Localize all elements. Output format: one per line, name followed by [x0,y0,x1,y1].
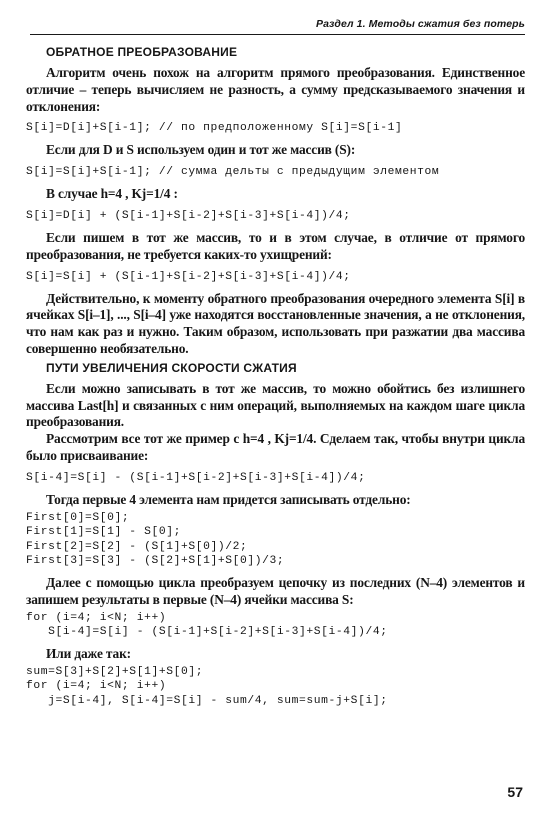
code-line-1: S[i]=D[i]+S[i-1]; // по предположенному S[i]=S[i-1] [26,122,403,135]
page-number: 57 [507,784,523,800]
code-block-loop: for (i=4; i<N; i++) S[i-4]=S[i] - (S[i-1]+S[i-2]+S[i-3]+S[i-4])/4; [26,611,388,639]
paragraph-4: Если пишем в тот же массив, то и в этом случае, в отличие от прямого преобразования, не требуется каких-то ухищрений: [26,229,525,262]
page-content [26,44,525,714]
running-header: Раздел 1. Методы сжатия без потерь [30,14,525,35]
paragraph-5: Действительно, к моменту обратного преобразования очередного элемента S[i] в ячейках S[i–1], ..., S[i–4] уже находятся восстановленные значения, а не отклонения, что нам как раз и нужно. Таким образом, использовать при разжатии два массива совершенно необязательно. [26,290,525,356]
paragraph-7: Рассмотрим все тот же пример с h=4 , Kj=1/4. Сделаем так, чтобы внутри цикла было присваивание: [26,431,525,463]
code-block-sum-loop: sum=S[3]+S[2]+S[1]+S[0]; for (i=4; i<N; i++) j=S[i-4], S[i-4]=S[i] - sum/4, sum=sum-j+S[i]; [26,665,388,707]
section-title-inverse: ОБРАТНОЕ ПРЕОБРАЗОВАНИЕ [46,45,238,59]
paragraph-8: Тогда первые 4 элемента нам придется записывать отдельно: [46,491,411,507]
code-line-5: S[i-4]=S[i] - (S[i-1]+S[i-2]+S[i-3]+S[i-4])/4; [26,471,366,484]
paragraph-3: В случае h=4 , Kj=1/4 : [46,186,178,202]
code-line-3: S[i]=D[i] + (S[i-1]+S[i-2]+S[i-3]+S[i-4])/4; [26,209,351,222]
code-line-2: S[i]=S[i]+S[i-1]; // сумма дельты с предыдущим элементом [26,166,440,179]
code-block-first: First[0]=S[0]; First[1]=S[1] - S[0]; First[2]=S[2] - (S[1]+S[0])/2; First[3]=S[3] - (S[2]+S[1]+S[0])/3; [26,511,285,568]
paragraph-2: Если для D и S используем один и тот же массив (S): [46,142,356,158]
section-title-speed: ПУТИ УВЕЛИЧЕНИЯ СКОРОСТИ СЖАТИЯ [46,360,297,375]
paragraph-9: Далее с помощью цикла преобразуем цепочку из последних (N–4) элементов и запишем результаты в первые (N–4) ячейки массива S: [26,574,525,607]
code-line-4: S[i]=S[i] + (S[i-1]+S[i-2]+S[i-3]+S[i-4])/4; [26,270,351,283]
paragraph-10: Или даже так: [46,645,131,661]
paragraph-1: Алгоритм очень похож на алгоритм прямого преобразования. Единственное отличие – теперь вычисляем не разность, а сумму предсказываемого значения и отклонения: [26,65,525,114]
paragraph-6: Если можно записывать в тот же массив, то можно обойтись без излишнего массива Last[h] и связанных с ним операций, выполняемых на каждом шаге цикла преобразования. [26,380,525,430]
